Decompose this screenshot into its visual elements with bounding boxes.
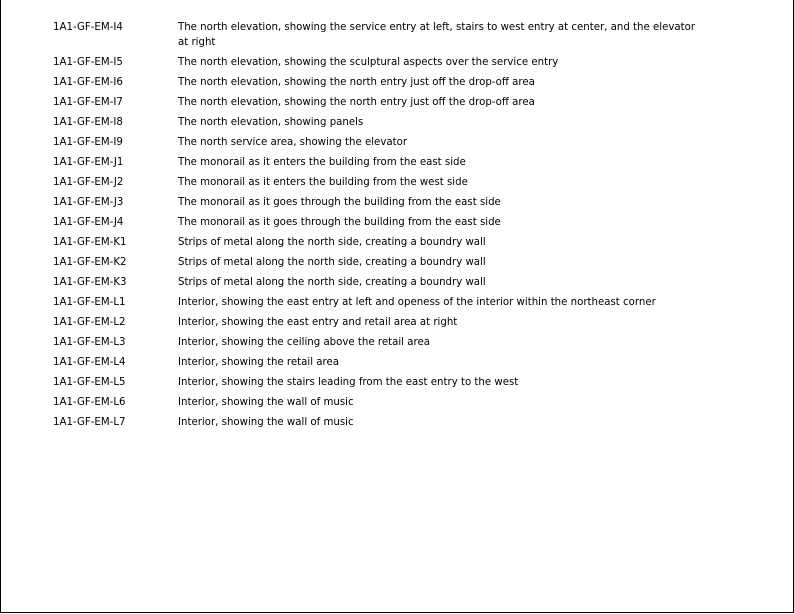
item-code: 1A1-GF-EM-L7 [53,417,126,428]
list-item [53,174,753,194]
item-description: The north service area, showing the elevator [178,137,408,148]
list-item [53,254,753,274]
item-description: The north elevation, showing the sculptural aspects over the service entry [178,57,559,68]
item-description: Interior, showing the stairs leading from the east entry to the west [178,377,519,388]
list-item [53,294,753,314]
item-code: 1A1-GF-EM-J2 [53,177,124,188]
item-description: Interior, showing the retail area [178,357,340,368]
item-description: Interior, showing the wall of music [178,397,354,408]
item-description: Interior, showing the east entry at left and openess of the interior within the northeast corner [178,297,656,308]
list-item [53,54,753,74]
item-description: Strips of metal along the north side, creating a boundry wall [178,277,486,288]
item-description: Strips of metal along the north side, creating a boundry wall [178,237,486,248]
item-code: 1A1-GF-EM-L3 [53,337,126,348]
item-description: The north elevation, showing the north entry just off the drop-off area [178,77,535,88]
list-item [53,19,753,54]
item-code: 1A1-GF-EM-K2 [53,257,127,268]
list-item [53,354,753,374]
item-code: 1A1-GF-EM-J3 [53,197,124,208]
item-description: The monorail as it goes through the building from the east side [178,217,501,228]
list-item [53,214,753,234]
item-code: 1A1-GF-EM-J4 [53,217,124,228]
item-code: 1A1-GF-EM-L1 [53,297,126,308]
item-code: 1A1-GF-EM-K1 [53,237,127,248]
list-item [53,394,753,414]
list-item [53,274,753,294]
item-code: 1A1-GF-EM-I6 [53,77,123,88]
item-description: The monorail as it goes through the building from the east side [178,197,501,208]
item-code: 1A1-GF-EM-I7 [53,97,123,108]
list-item [53,154,753,174]
item-code: 1A1-GF-EM-I9 [53,137,123,148]
list-item [53,94,753,114]
item-code: 1A1-GF-EM-I5 [53,57,123,68]
list-item [53,74,753,94]
item-description: Interior, showing the wall of music [178,417,354,428]
item-code: 1A1-GF-EM-L4 [53,357,126,368]
list-item [53,234,753,254]
item-description: Interior, showing the east entry and retail area at right [178,317,458,328]
item-code: 1A1-GF-EM-I4 [53,22,123,33]
item-code: 1A1-GF-EM-L2 [53,317,126,328]
list-item [53,194,753,214]
item-description: The north elevation, showing panels [178,117,364,128]
item-code: 1A1-GF-EM-L6 [53,397,126,408]
image-caption-list [53,19,753,434]
list-item [53,314,753,334]
item-description: The north elevation, showing the service entry at left, stairs to west entry at center, and the elevator at right [178,22,696,48]
item-description: The monorail as it enters the building from the east side [178,157,466,168]
item-description: Interior, showing the ceiling above the retail area [178,337,430,348]
item-description: The north elevation, showing the north entry just off the drop-off area [178,97,535,108]
item-description: The monorail as it enters the building from the west side [178,177,468,188]
item-code: 1A1-GF-EM-J1 [53,157,124,168]
list-item [53,114,753,134]
item-code: 1A1-GF-EM-K3 [53,277,127,288]
item-description: Strips of metal along the north side, creating a boundry wall [178,257,486,268]
item-code: 1A1-GF-EM-I8 [53,117,123,128]
list-item [53,334,753,354]
list-item [53,374,753,394]
list-item [53,414,753,434]
item-code: 1A1-GF-EM-L5 [53,377,126,388]
list-item [53,134,753,154]
